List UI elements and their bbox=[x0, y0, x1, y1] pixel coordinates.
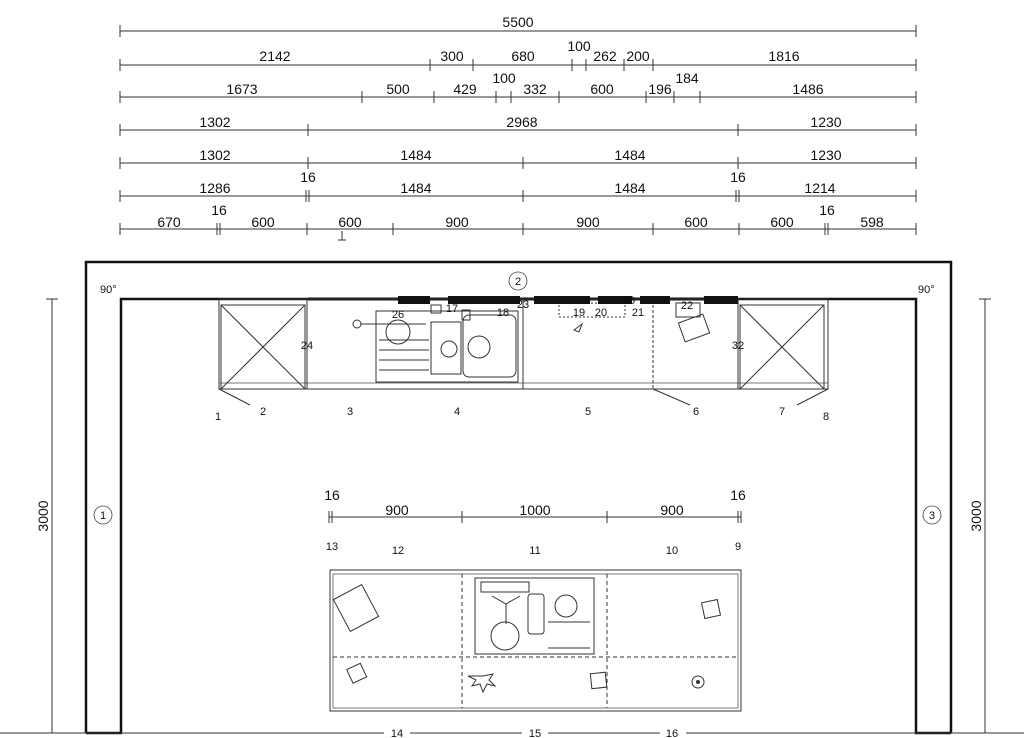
wall-marker-2 bbox=[509, 272, 527, 290]
side-dimension-right: 3000 bbox=[968, 500, 984, 532]
island-bottom-label-15: 15 bbox=[528, 728, 542, 738]
dim-r2-4: 332 bbox=[523, 81, 547, 97]
dim-r5-5: 1214 bbox=[804, 180, 836, 196]
dim-r5-4: 16 bbox=[730, 169, 746, 185]
dim-r4-0: 1302 bbox=[199, 147, 231, 163]
dim-r2-1: 500 bbox=[386, 81, 410, 97]
island-dim-1: 900 bbox=[385, 502, 409, 518]
island-dim-3: 900 bbox=[660, 502, 684, 518]
counter-label-5: 5 bbox=[584, 406, 592, 418]
fixture-label-30: 30 bbox=[622, 295, 636, 307]
island-label-9: 9 bbox=[734, 541, 742, 553]
island-unit bbox=[330, 570, 741, 711]
dim-r5-2: 1484 bbox=[400, 180, 432, 196]
fixture-label-19: 19 bbox=[572, 307, 586, 319]
dim-r1-3: 100 bbox=[567, 38, 591, 54]
back-counter bbox=[219, 299, 828, 405]
fixture-label-27: 27 bbox=[409, 295, 423, 307]
dim-r5-3: 1484 bbox=[614, 180, 646, 196]
fixture-label-23: 23 bbox=[516, 299, 530, 311]
counter-label-8: 8 bbox=[822, 411, 830, 423]
dim-r6-8: 16 bbox=[819, 202, 835, 218]
island-dim-0: 16 bbox=[324, 487, 340, 503]
dim-r5-0: 1286 bbox=[199, 180, 231, 196]
fixture-label-17: 17 bbox=[445, 303, 459, 315]
dim-r4-1: 1484 bbox=[400, 147, 432, 163]
dim-r5-1: 16 bbox=[300, 169, 316, 185]
dim-r1-5: 200 bbox=[626, 48, 650, 64]
dim-r2-5: 600 bbox=[590, 81, 614, 97]
dim-r2-6: 196 bbox=[648, 81, 672, 97]
dim-r1-2: 680 bbox=[511, 48, 535, 64]
island-dim-4: 16 bbox=[730, 487, 746, 503]
island-label-12: 12 bbox=[391, 545, 405, 557]
fixture-label-18: 18 bbox=[496, 307, 510, 319]
dim-r1-0: 2142 bbox=[259, 48, 291, 64]
dim-r6-7: 600 bbox=[770, 214, 794, 230]
counter-label-2: 2 bbox=[259, 406, 267, 418]
fixture-label-20: 20 bbox=[594, 307, 608, 319]
fixture-label-21: 21 bbox=[631, 307, 645, 319]
dim-r2-2: 429 bbox=[453, 81, 477, 97]
dim-r4-2: 1484 bbox=[614, 147, 646, 163]
counter-label-3: 3 bbox=[346, 406, 354, 418]
dim-r2-0: 1673 bbox=[226, 81, 258, 97]
counter-label-6: 6 bbox=[692, 406, 700, 418]
counter-label-1: 1 bbox=[214, 411, 222, 423]
dim-r6-9: 598 bbox=[860, 214, 884, 230]
dim-r1-6: 1816 bbox=[768, 48, 800, 64]
dim-r6-3: 600 bbox=[338, 214, 362, 230]
dim-r1-4: 262 bbox=[593, 48, 617, 64]
dim-r6-4: 900 bbox=[445, 214, 469, 230]
island-bottom-label-14: 14 bbox=[390, 728, 404, 738]
dim-r6-6: 600 bbox=[684, 214, 708, 230]
angle-label-left: 90° bbox=[100, 284, 117, 296]
island-label-10: 10 bbox=[665, 545, 679, 557]
island-label-11: 11 bbox=[529, 545, 541, 557]
dim-r2-7: 184 bbox=[675, 70, 699, 86]
wall-label-1: 1 bbox=[99, 510, 107, 522]
dim-r0-0: 5500 bbox=[502, 14, 534, 30]
counter-labels bbox=[215, 406, 829, 423]
island-label-13: 13 bbox=[325, 541, 339, 553]
dim-r6-0: 670 bbox=[157, 214, 181, 230]
dim-r6-5: 900 bbox=[576, 214, 600, 230]
wall-label-3: 3 bbox=[928, 510, 936, 522]
side-dimension-left: 3000 bbox=[35, 500, 51, 532]
wall-label-2: 2 bbox=[514, 276, 522, 288]
counter-label-4: 4 bbox=[453, 406, 461, 418]
dim-r3-2: 1230 bbox=[810, 114, 842, 130]
dim-r2-8: 1486 bbox=[792, 81, 824, 97]
dim-r3-0: 1302 bbox=[199, 114, 231, 130]
island-dimension-labels bbox=[324, 487, 746, 518]
wall-marker-3 bbox=[923, 506, 941, 524]
fixture-label-22: 22 bbox=[680, 300, 694, 312]
angle-label-right: 90° bbox=[918, 284, 935, 296]
dim-r6-2: 600 bbox=[251, 214, 275, 230]
wall-marker-1 bbox=[94, 506, 112, 524]
fixture-label-32: 32 bbox=[731, 340, 745, 352]
dimension-labels bbox=[157, 14, 884, 230]
counter-label-7: 7 bbox=[778, 406, 786, 418]
fixture-label-26: 26 bbox=[391, 309, 405, 321]
dim-r6-1: 16 bbox=[211, 202, 227, 218]
dim-r2-3: 100 bbox=[492, 70, 516, 86]
dim-r3-1: 2968 bbox=[506, 114, 538, 130]
dim-r4-3: 1230 bbox=[810, 147, 842, 163]
fixture-label-24: 24 bbox=[300, 340, 314, 352]
island-dim-2: 1000 bbox=[519, 502, 551, 518]
dim-r1-1: 300 bbox=[440, 48, 464, 64]
island-bottom-label-16: 16 bbox=[665, 728, 679, 738]
island-labels bbox=[326, 541, 741, 557]
